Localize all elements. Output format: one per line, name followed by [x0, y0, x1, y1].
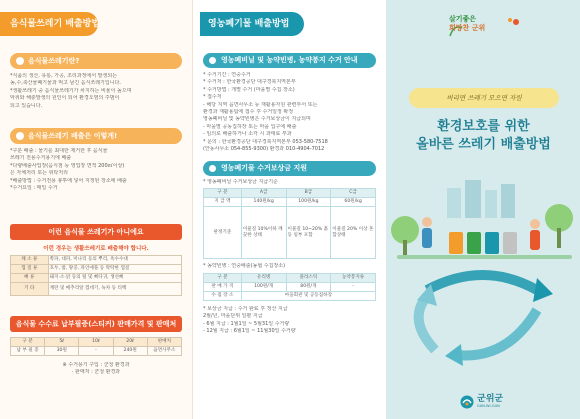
recycle-arrowhead [445, 344, 463, 366]
food-waste-header: 음식물쓰레기 배출방법 [0, 12, 98, 36]
table-cell: 240원 [113, 347, 147, 356]
not-food-waste-subtitle: 이런 경우는 생활쓰레기로 배출해야 합니다. [43, 246, 149, 252]
text-line: 환경과 재활용팀에 접수 후 수거일정 확정 [203, 109, 294, 116]
text-line: * 수거기간 : 연중수거 [203, 72, 251, 78]
text-line: * 문의 : 한국환경공단 대구경북지역본부 053-580-7518 [203, 138, 328, 145]
building-shape [465, 180, 481, 218]
gunwi-emblem-icon [460, 395, 474, 409]
tree-shape [545, 204, 573, 232]
table-cell: - [331, 282, 376, 291]
not-food-waste-title: 이런 음식물 쓰레기가 아니에요 [10, 224, 182, 240]
vinyl-grade-table [203, 188, 376, 259]
row-label: 뼈 류 [11, 274, 49, 283]
farm-waste-collection-text [203, 72, 376, 153]
table-cell: 80원/개 [286, 282, 331, 291]
sticker-price-table [10, 337, 182, 356]
row-value: 쪽파, 대파, 미나리 등의 뿌리, 옥수수대 [48, 256, 181, 265]
food-waste-disposal-text [10, 148, 182, 192]
note-line: - 12월 지급 : 6월1일 ~ 11월30일 수거량 [203, 328, 296, 335]
compensation-notes [203, 306, 376, 336]
table-cell: - [79, 347, 113, 356]
cover-title-line1: 환경보호를 위한 [437, 119, 530, 134]
recycle-arrowhead [533, 278, 553, 302]
cover-panel [387, 0, 580, 419]
bin-shape [503, 232, 517, 254]
gunwi-logo-subtext: GUN-WI-GUN [477, 404, 500, 408]
text-line: *식품의 생산, 유통, 가공, 조리과정에서 발생되는 [10, 73, 117, 79]
column-header: A급 [241, 189, 286, 198]
text-line: - 해당 지역 읍면사무소 등 재활용자원 관련부서 또는 [203, 101, 318, 108]
cover-title-line2: 올바른 쓰레기 배출방법 [416, 137, 551, 152]
table-row [11, 256, 182, 265]
table-row [204, 291, 376, 300]
table-cell: 읍면사무소 [147, 347, 181, 356]
bin-shape [485, 232, 499, 254]
table-row [204, 282, 376, 291]
table-cell: 100원/개 [241, 282, 286, 291]
text-line: * 수거방법 : 개별 수거 (마을별 수집 장소) [203, 86, 295, 93]
row-label: 껍 질 류 [11, 265, 49, 274]
recycle-arrow [427, 275, 537, 290]
table-row [11, 265, 182, 274]
table-cell: 판정기준 [204, 207, 242, 259]
table-cell: 지 급 액 [204, 198, 242, 207]
text-line: *생활쓰레기 중 음식물쓰레기가 차지하는 비율이 높으며 [10, 87, 132, 94]
text-line: (안동사무소 054-855-9300) 환경과 010-4904-7012 [203, 146, 325, 153]
row-value: 계란 및 메추리알 껍데기, 녹차 등 티백 [48, 283, 181, 296]
table-header-row [11, 338, 182, 347]
row-label: 채 소 류 [11, 256, 49, 265]
gunwi-logo-text: 군위군 [477, 394, 504, 404]
tree-shape [391, 216, 419, 244]
text-line: * 영농폐비닐 수거보상금 지급기준 [203, 179, 278, 185]
farm-waste-collection-title: 영농폐비닐 및 농약빈병, 농약봉지 수거 안내 [203, 53, 376, 68]
gunwi-logo [460, 394, 550, 410]
food-waste-disposal [10, 128, 182, 192]
table-cell: 이물질 10%이하 깨끗한 상태 [241, 207, 286, 259]
ground-shape [397, 255, 572, 259]
table-row [11, 274, 182, 283]
text-line: 쓰레기 전용수거용기에 배출 [10, 155, 72, 162]
tree-trunk [557, 228, 561, 248]
compensation-sub [203, 179, 376, 186]
table-cell: 140원/kg [241, 198, 286, 207]
text-line: - 마을별 공동집하장 또는 마을 입구에 배출 [203, 123, 297, 130]
text-line: *배출방법 : 수거전용 봉투에 넣어 지정된 장소에 배출 [10, 177, 127, 184]
note-line: - 6월 지급 : 1월1일 ~ 5월31일 수거량 [203, 320, 290, 327]
text-line: 은 자체처리 또는 위탁처리 [10, 170, 68, 177]
table-row [204, 207, 376, 259]
row-value: 돼지·소·닭 등의 털 및 뼈다귀, 생선뼈 [48, 274, 181, 283]
bin-shape [449, 232, 463, 254]
column-header: 플라스틱 [286, 273, 331, 282]
column-header: 유리병 [241, 273, 286, 282]
food-waste-definition-text [10, 73, 182, 110]
table-cell: 60원/kg [331, 198, 376, 207]
table-cell: 수 집 장 소 [204, 291, 242, 300]
row-label: 기 타 [11, 283, 49, 296]
person-head [530, 219, 540, 229]
slogan-line: 희망찬 군위 [449, 24, 486, 32]
person-body [530, 230, 540, 250]
text-line: 악취와 해충발생의 원인이 되어 환경오염의 주범이 [10, 95, 120, 102]
table-row [11, 283, 182, 296]
food-waste-disposal-title: 음식물쓰레기 배출은 이렇게! [10, 128, 182, 144]
recycle-arrow [457, 310, 537, 355]
column-header: 10ℓ [79, 338, 113, 347]
table-cell: 30원 [45, 347, 79, 356]
table-cell: 납 부 필 증 [11, 347, 45, 356]
farm-waste-compensation-title: 영농폐기물 수거보상금 지원 [203, 161, 376, 176]
not-food-waste-table [10, 255, 182, 296]
row-value: 호두, 밤, 땅콩, 파인애플 등 딱딱한 껍질 [48, 265, 181, 274]
pesticide-bottle-table [203, 273, 376, 301]
bin-shape [467, 232, 481, 254]
person-body [422, 228, 432, 248]
text-line: * 수거처 : 한국환경공단 대구경북지역본부 [203, 79, 296, 86]
person-head [422, 217, 432, 227]
note-line: 2월/년, 마을단위 일괄 지급 [203, 313, 263, 320]
food-waste-definition-title: 음식물쓰레기란? [10, 53, 182, 69]
text-line: *구분 배출 : 물기를 최대한 제거한 후 음식물 [10, 148, 108, 154]
food-waste-definition [10, 53, 182, 110]
text-line: *다량배출사업장(음식점 등 영업장 면적 200㎡이상) [10, 162, 125, 169]
slogan-line: 살기좋은 [449, 15, 477, 23]
slogan-pill: 버리면 쓰레기 모으면 자원 [409, 88, 559, 108]
table-header-row [204, 273, 376, 282]
farm-waste-header: 영농폐기물 배출방법 [200, 12, 304, 36]
table-cell: 판 매 가 격 [204, 282, 242, 291]
column-header: 구 분 [204, 273, 242, 282]
pesticide-bottle-sub [203, 263, 376, 270]
sticker-price [10, 316, 182, 377]
building-shape [485, 190, 497, 218]
text-line: * 접수처 [203, 94, 222, 101]
note-line: · 판매처 : 군청 환경과 [71, 369, 121, 376]
table-row [204, 198, 376, 207]
text-line: *수거요일 : 매일 수거 [10, 185, 58, 192]
sticker-price-title: 음식물 수수료 납부필증(스티커) 판매가격 및 판매처 [10, 316, 182, 332]
column-header: 농약봉지류 [331, 273, 376, 282]
text-line: 농,수,축산물폐기물과 먹고 남긴 음식쓰레기입니다. [10, 80, 121, 87]
recycling-illustration [387, 160, 580, 390]
column-header: 구 분 [204, 189, 242, 198]
table-header-row [204, 189, 376, 198]
text-line: 영농폐비닐 및 농약빈병은 수거보상금이 지급되며 [203, 116, 311, 123]
text-line: 되고 있습니다. [10, 102, 43, 109]
building-shape [501, 184, 515, 218]
column-header: C급 [331, 189, 376, 198]
text-line: - 임의로 배출하거나 소각 시 과태료 부과 [203, 131, 292, 138]
table-cell: 이물질 20% 이상 혼합상태 [331, 207, 376, 259]
column-header: 판매처 [147, 338, 181, 347]
note-line: ※ 수거용기 구입 : 군청 환경과 [62, 362, 130, 368]
column-header: 20ℓ [113, 338, 147, 347]
city-slogan-text [449, 15, 485, 33]
text-line: * 농약빈병 : 연중배출(농협 수집장소) [203, 263, 286, 270]
table-row [11, 347, 182, 356]
farm-waste-compensation [203, 161, 376, 335]
table-cell: 마을회관 및 공동집하장 [241, 291, 375, 300]
table-cell: 이물질 10~20% 흙 등 일부 포함 [286, 207, 331, 259]
building-shape [447, 188, 461, 218]
sticker-price-notes [10, 362, 182, 377]
not-food-waste [10, 224, 182, 296]
column-header: 5ℓ [45, 338, 79, 347]
note-line: * 보상금 지급 : 수거 완료 후 정산 지급 [203, 305, 288, 312]
column-header: 구 분 [11, 338, 45, 347]
food-waste-panel [0, 0, 193, 419]
farm-waste-collection [203, 53, 376, 153]
column-header: B급 [286, 189, 331, 198]
farm-waste-panel [193, 0, 387, 419]
table-cell: 100원/kg [286, 198, 331, 207]
